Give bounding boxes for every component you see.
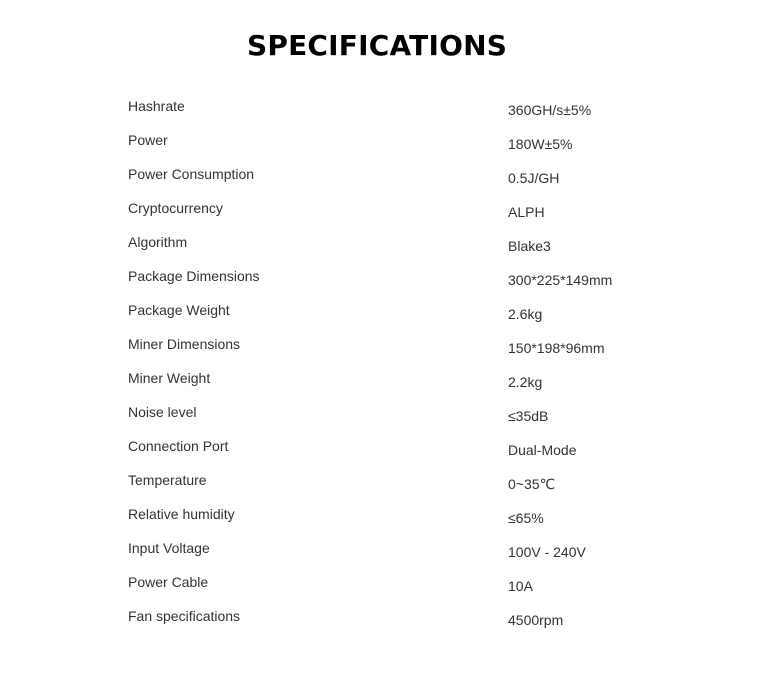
spec-value-text: 300*225*149mm: [508, 272, 613, 288]
spec-label-text: Miner Dimensions: [128, 336, 241, 352]
spec-value-text: ≤65%: [508, 510, 544, 526]
spec-label-text: Power: [128, 132, 168, 148]
spec-label-text: Algorithm: [128, 234, 188, 250]
spec-label: [128, 397, 508, 431]
spec-value: [508, 535, 648, 569]
spec-value-text: ≤35dB: [508, 408, 549, 424]
spec-value-text: 2.2kg: [508, 374, 543, 390]
spec-label: [128, 227, 508, 261]
spec-label: [128, 91, 508, 125]
page-title: SPECIFICATIONS: [247, 29, 508, 62]
table-row: [128, 603, 648, 637]
spec-label-text: Fan specifications: [128, 608, 241, 624]
spec-label-text: Package Weight: [128, 302, 230, 318]
spec-value: [508, 603, 648, 637]
spec-value: [508, 331, 648, 365]
spec-label-text: Hashrate: [128, 98, 185, 114]
spec-value-text: 100V - 240V: [508, 544, 586, 560]
table-row: [128, 467, 648, 501]
spec-value-text: 150*198*96mm: [508, 340, 605, 356]
spec-value-text: 0.5J/GH: [508, 170, 560, 186]
spec-label: [128, 261, 508, 295]
spec-label: [128, 567, 508, 601]
spec-value-text: ALPH: [508, 204, 545, 220]
spec-value: [508, 93, 648, 127]
spec-value-text: Blake3: [508, 238, 551, 254]
table-row: [128, 195, 648, 229]
table-row: [128, 365, 648, 399]
table-row: [128, 229, 648, 263]
spec-value: [508, 297, 648, 331]
spec-value: [508, 467, 648, 501]
table-row: [128, 331, 648, 365]
spec-value: [508, 501, 648, 535]
spec-label-text: Noise level: [128, 404, 197, 420]
table-row: [128, 263, 648, 297]
spec-label-text: Input Voltage: [128, 540, 210, 556]
spec-label-text: Connection Port: [128, 438, 229, 454]
spec-value: [508, 569, 648, 603]
spec-value-text: 10A: [508, 578, 533, 594]
spec-label: [128, 329, 508, 363]
spec-label: [128, 193, 508, 227]
table-row: [128, 501, 648, 535]
table-row: [128, 93, 648, 127]
spec-value: [508, 365, 648, 399]
spec-value: [508, 399, 648, 433]
spec-label: [128, 125, 508, 159]
table-row: [128, 433, 648, 467]
spec-label: [128, 431, 508, 465]
spec-label-text: Cryptocurrency: [128, 200, 223, 216]
spec-value: [508, 263, 648, 297]
spec-value: [508, 433, 648, 467]
spec-label: [128, 159, 508, 193]
table-row: [128, 399, 648, 433]
spec-label: [128, 363, 508, 397]
table-row: [128, 297, 648, 331]
specifications-table: [128, 93, 648, 637]
spec-label-text: Relative humidity: [128, 506, 235, 522]
spec-value-text: Dual-Mode: [508, 442, 577, 458]
spec-label-text: Power Consumption: [128, 166, 255, 182]
spec-value-text: 4500rpm: [508, 612, 564, 628]
spec-label: [128, 499, 508, 533]
spec-label-text: Power Cable: [128, 574, 209, 590]
spec-value-text: 180W±5%: [508, 136, 573, 152]
spec-value: [508, 127, 648, 161]
table-row: [128, 535, 648, 569]
spec-value-text: 0~35℃: [508, 476, 556, 492]
spec-value: [508, 195, 648, 229]
spec-label: [128, 295, 508, 329]
spec-label-text: Package Dimensions: [128, 268, 260, 284]
spec-label-text: Miner Weight: [128, 370, 211, 386]
spec-label-text: Temperature: [128, 472, 207, 488]
table-row: [128, 569, 648, 603]
table-row: [128, 127, 648, 161]
spec-label: [128, 465, 508, 499]
spec-value: [508, 161, 648, 195]
spec-label: [128, 601, 508, 635]
spec-label: [128, 533, 508, 567]
table-row: [128, 161, 648, 195]
spec-value-text: 360GH/s±5%: [508, 102, 592, 118]
spec-value-text: 2.6kg: [508, 306, 543, 322]
spec-value: [508, 229, 648, 263]
